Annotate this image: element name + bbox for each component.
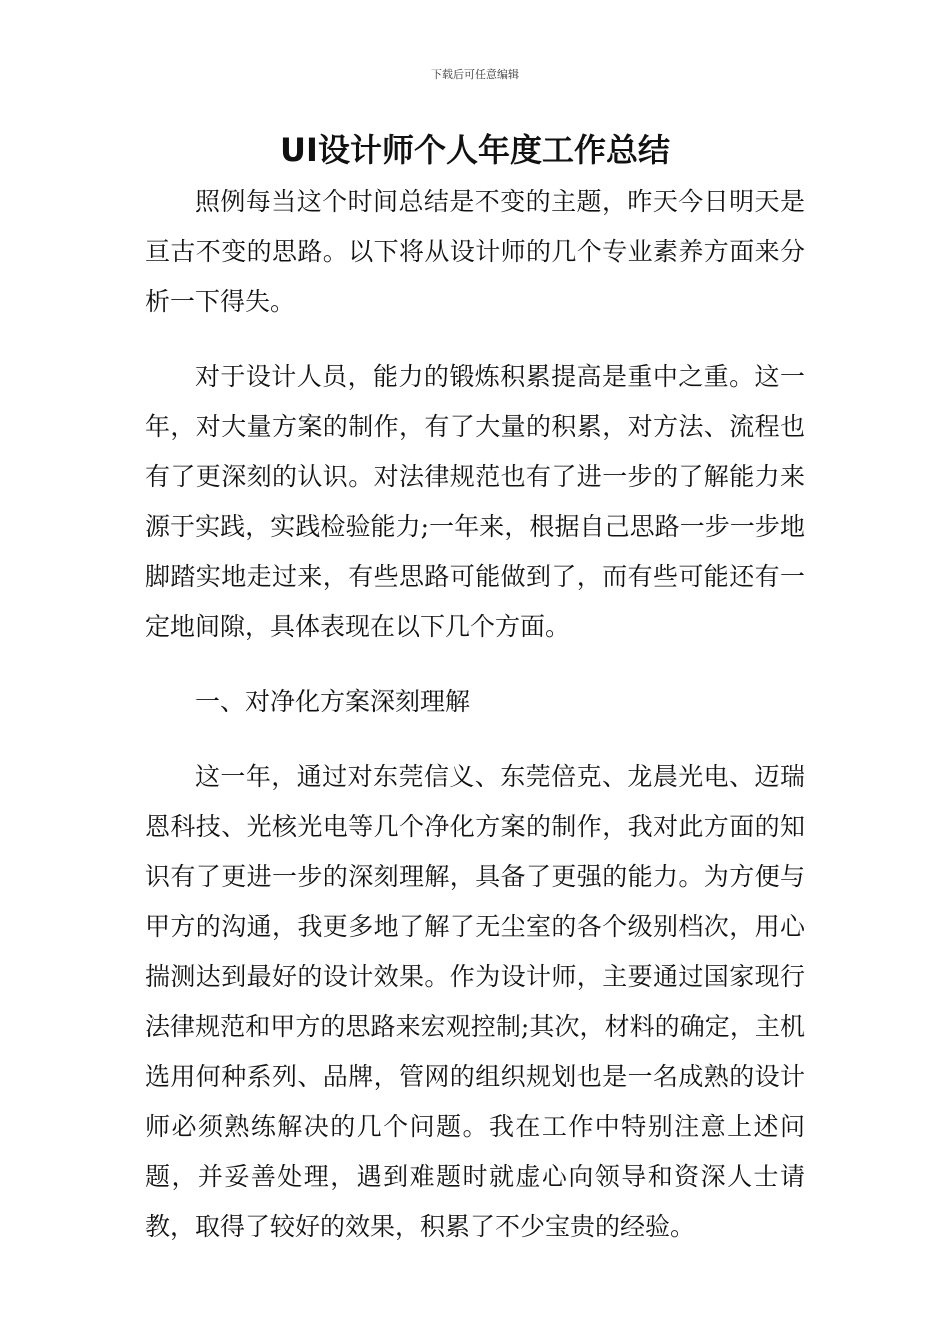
document-title: UI设计师个人年度工作总结	[280, 131, 670, 169]
header-note: 下载后可任意编辑	[431, 68, 519, 81]
document-body	[145, 177, 805, 1252]
intro-paragraph: 照例每当这个时间总结是不变的主题，昨天今日明天是亘古不变的思路。以下将从设计师的几个专业素养方面来分析一下得失。	[145, 187, 805, 316]
ability-paragraph: 对于设计人员，能力的锻炼积累提高是重中之重。这一年，对大量方案的制作，有了大量的积累，对方法、流程也有了更深刻的认识。对法律规范也有了进一步的了解能力来源于实践，实践检验能力;一年来，根据自己思路一步一步地脚踏实地走过来，有些思路可能做到了，而有些可能还有一定地间隙，具体表现在以下几个方面。	[145, 362, 805, 641]
section-heading: 一、对净化方案深刻理解	[195, 687, 471, 716]
section-paragraph: 这一年，通过对东莞信义、东莞倍克、龙晨光电、迈瑞恩科技、光核光电等几个净化方案的制作，我对此方面的知识有了更进一步的深刻理解，具备了更强的能力。为方便与甲方的沟通，我更多地了解了无尘室的各个级别档次，用心揣测达到最好的设计效果。作为设计师，主要通过国家现行法律规范和甲方的思路来宏观控制;其次，材料的确定，主机选用何种系列、品牌，管网的组织规划也是一名成熟的设计师必须熟练解决的几个问题。我在工作中特别注意上述问题，并妥善处理，遇到难题时就虚心向领导和资深人士请教，取得了较好的效果，积累了不少宝贵的经验。	[145, 762, 805, 1241]
